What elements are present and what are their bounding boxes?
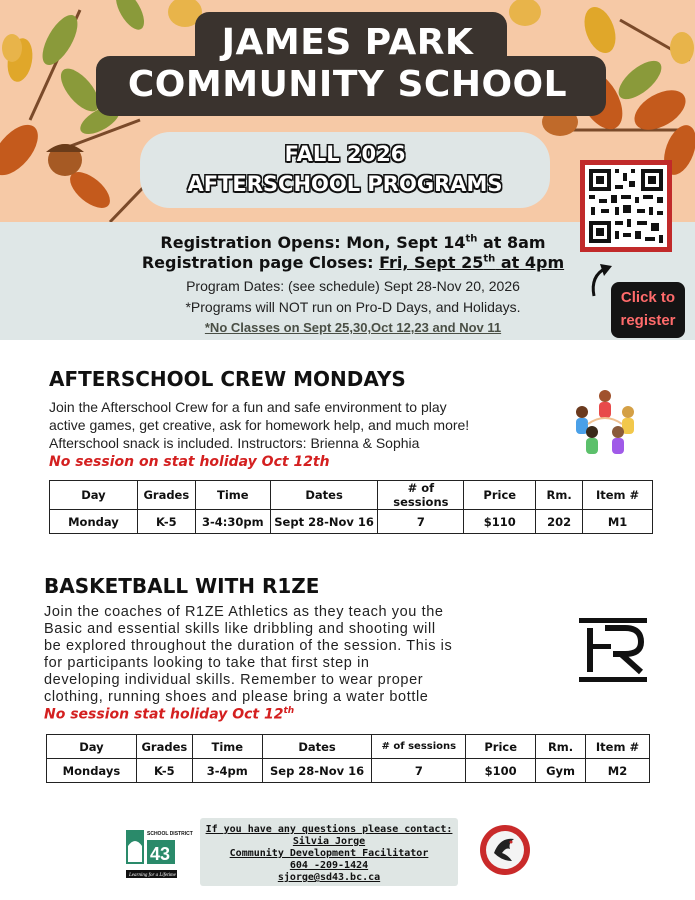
column-header: Day bbox=[50, 481, 138, 510]
table-header-row bbox=[47, 735, 650, 759]
click-to-register-button[interactable] bbox=[611, 282, 685, 338]
table-cell: M2 bbox=[586, 759, 650, 783]
column-header: Price bbox=[466, 735, 536, 759]
registration-opens: Registration Opens: Mon, Sept 14th at 8am bbox=[160, 233, 546, 252]
table-header-row bbox=[50, 481, 653, 510]
table-cell: 3-4pm bbox=[192, 759, 262, 783]
district-tagline: Learning for a Lifetime bbox=[129, 873, 176, 878]
column-header: Dates bbox=[262, 735, 372, 759]
column-header: Grades bbox=[136, 735, 192, 759]
registration-closes: Registration page Closes: Fri, Sept 25th at 4pm bbox=[141, 253, 565, 272]
school-name-line2: COMMUNITY SCHOOL bbox=[127, 64, 568, 105]
district-number: 43 bbox=[150, 844, 171, 864]
column-header: Time bbox=[192, 735, 262, 759]
pro-d-notice: *Programs will NOT run on Pro-D Days, and Holidays. bbox=[185, 299, 521, 315]
table-cell: 3-4:30pm bbox=[195, 510, 270, 534]
holiday-note: No session stat holiday Oct 12th bbox=[44, 706, 295, 723]
column-header: Price bbox=[464, 481, 536, 510]
table-row bbox=[50, 510, 653, 534]
contact-email[interactable]: sjorge@sd43.bc.ca bbox=[277, 872, 381, 883]
program-description: Join the Afterschool Crew for a fun and safe environment to play active games, get creative, ask for homework help, and much more! Afterschool snack is included. Instructors: Brienna & Sophia bbox=[49, 399, 470, 451]
column-header: Rm. bbox=[536, 481, 583, 510]
kids-circle-illustration bbox=[570, 388, 640, 460]
click-to-register-line2: register bbox=[620, 312, 676, 329]
program-description: Join the coaches of R1ZE Athletics as they teach you the Basic and essential skills like dribbling and shooting will be explored throughout the duration of the session. This is for participants looking to take that first step in developing individual skills. Remember to wear proper clothing, running shoes and please bring a water bottle bbox=[44, 604, 453, 705]
column-header: Grades bbox=[137, 481, 195, 510]
contact-role: Community Development Facilitator bbox=[229, 848, 429, 859]
table-cell: K-5 bbox=[137, 510, 195, 534]
schedule-table-m1 bbox=[49, 480, 653, 534]
table-cell: K-5 bbox=[136, 759, 192, 783]
school-name-line1: JAMES PARK bbox=[221, 22, 474, 63]
click-to-register-line1: Click to bbox=[620, 289, 676, 306]
column-header: Item # bbox=[583, 481, 653, 510]
table-cell: 202 bbox=[536, 510, 583, 534]
table-row bbox=[47, 759, 650, 783]
program-type-label: AFTERSCHOOL PROGRAMS bbox=[187, 172, 503, 196]
qr-code-icon bbox=[585, 165, 667, 247]
registration-qr-code[interactable] bbox=[580, 160, 672, 252]
program-dates: Program Dates: (see schedule) Sept 28-Nov 20, 2026 bbox=[186, 278, 520, 294]
table-cell: Monday bbox=[50, 510, 138, 534]
schedule-table-m2 bbox=[46, 734, 650, 783]
column-header: # of sessions bbox=[372, 735, 466, 759]
table-cell: Mondays bbox=[47, 759, 137, 783]
column-header: Dates bbox=[270, 481, 378, 510]
column-header: # of sessions bbox=[378, 481, 464, 510]
table-cell: $110 bbox=[464, 510, 536, 534]
school-crest-seal bbox=[478, 823, 532, 877]
column-header: Day bbox=[47, 735, 137, 759]
contact-name: Silvia Jorge bbox=[292, 836, 366, 847]
column-header: Time bbox=[195, 481, 270, 510]
season-label: FALL 2026 bbox=[284, 142, 406, 166]
school-district-logo bbox=[124, 826, 193, 882]
table-cell: Gym bbox=[536, 759, 586, 783]
table-cell: Sep 28-Nov 16 bbox=[262, 759, 372, 783]
program-title: BASKETBALL WITH R1ZE bbox=[44, 574, 320, 598]
no-classes-notice: *No Classes on Sept 25,30,Oct 12,23 and Nov 11 bbox=[204, 320, 502, 335]
district-label: SCHOOL DISTRICT bbox=[147, 831, 193, 837]
table-cell: 7 bbox=[372, 759, 466, 783]
table-cell: $100 bbox=[466, 759, 536, 783]
contact-phone: 604 -209-1424 bbox=[289, 860, 369, 871]
r1ze-logo bbox=[577, 614, 649, 686]
contact-heading: If you have any questions please contact: bbox=[205, 824, 453, 835]
column-header: Rm. bbox=[536, 735, 586, 759]
program-title: AFTERSCHOOL CREW MONDAYS bbox=[49, 367, 406, 391]
table-cell: 7 bbox=[378, 510, 464, 534]
table-cell: M1 bbox=[583, 510, 653, 534]
table-cell: Sept 28-Nov 16 bbox=[270, 510, 378, 534]
column-header: Item # bbox=[586, 735, 650, 759]
holiday-note: No session on stat holiday Oct 12th bbox=[49, 454, 330, 470]
